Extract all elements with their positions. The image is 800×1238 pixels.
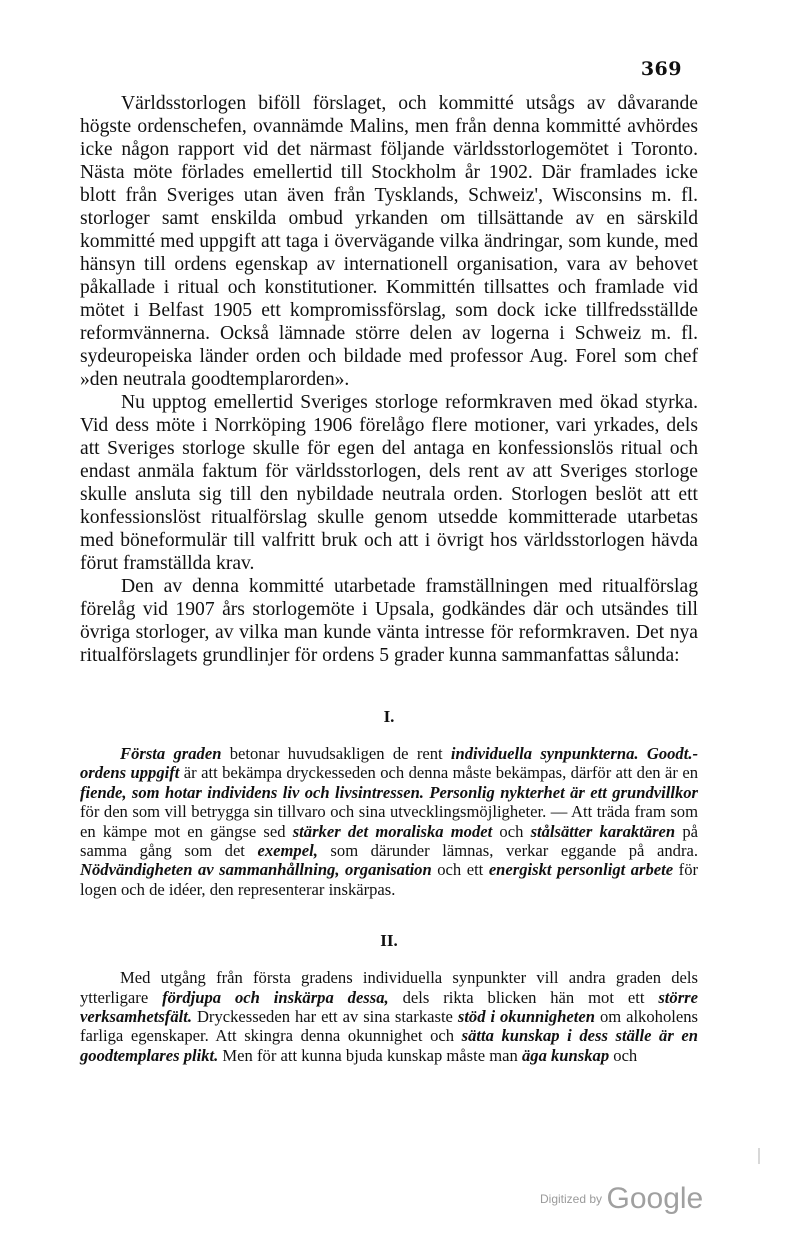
section-i-text <box>80 744 698 899</box>
section-heading-ii: II. <box>380 931 398 951</box>
emphasis: fiende, som hotar individens liv och livsintressen. Personlig nykterhet är ett grundvillkor <box>80 782 698 802</box>
section-paragraph <box>80 744 698 899</box>
google-logo: Google <box>606 1182 704 1215</box>
text-run: för den som vill betrygga sin tillvaro och sina utvecklingsmöjligheter. — Att träda fram som en kämpe mot en gängse sed <box>80 802 698 841</box>
text-run: och <box>492 821 531 841</box>
paragraph: Nu upptog emellertid Sveriges storloge reformkraven med ökad styrka. Vid dess möte i Norrköping 1906 förelågo flere motioner, vari yrkades, dels att Sveriges storloge skulle för egen del antaga en konfessionslös ritual och endast anmäla faktum för världsstorlogen, dels rent av att Sveriges storloge skulle ansluta sig till den nybildade neutrala orden. Storlogen beslöt att ett konfessionslöst ritualförslag skulle genom utsedde kommitterade utarbetas med böneformulär till valfritt bruk och att i övrigt hos världsstorlogen hävda förut framställda krav. <box>80 392 698 574</box>
emphasis: större verksamhetsfält. <box>80 987 698 1027</box>
text-run: om alkoholens farliga egenskaper. Att skingra denna okunnighet och <box>80 1007 698 1046</box>
digitized-watermark <box>540 1182 703 1216</box>
section-heading-i: I. <box>383 707 395 726</box>
text-run: Dryckesseden har ett av sina starkaste <box>192 1007 458 1027</box>
text-run: är att bekämpa dryckesseden och denna måste bekämpas, därför att den är en <box>179 763 698 783</box>
emphasis: stöd i okunnigheten <box>457 1007 595 1027</box>
text-run: för logen och de idéer, den representerar inskärpas. <box>80 860 699 899</box>
text-run: och <box>609 1045 638 1065</box>
scan-margin-mark <box>758 1148 760 1164</box>
emphasis: energiskt personligt arbete <box>488 860 674 880</box>
text-run: Men för att kunna bjuda kunskap måste man <box>218 1045 522 1065</box>
text-run: som därunder lämnas, verkar eggande på andra. <box>317 841 698 861</box>
paragraph: Den av denna kommitté utarbetade framställningen med ritualförslag förelåg vid 1907 års storlogemöte i Upsala, godkändes där och utsändes till övriga storloger, av vilka man kunde vänta intresse för reformkraven. Det nya ritualförslagets grundlinjer för ordens 5 grader kunna sammanfattas sålunda: <box>80 576 698 666</box>
text-run: på samma gång som det <box>80 821 698 861</box>
text-run: och ett <box>431 860 489 880</box>
emphasis: Nödvändigheten av sammanhållning, organisation <box>80 860 432 880</box>
emphasis: stålsätter karaktären <box>530 821 676 841</box>
emphasis: exempel, <box>257 841 318 861</box>
text-run: Med utgång från första gradens individuella synpunkter vill andra graden dels ytterligare <box>80 968 698 1007</box>
emphasis: sätta kunskap i dess ställe är en goodtemplares plikt. <box>80 1026 698 1065</box>
paragraph: Världsstorlogen biföll förslaget, och kommitté utsågs av dåvarande högste ordenschefen, ovannämde Malins, men från denna kommitté avhördes icke någon rapport vid det närmast följande världsstorlogemötet i Toronto. Nästa möte förlades emellertid till Stockholm år 1902. Där framlades icke blott från Sveriges utan även från Tysklands, Schweiz', Wisconsins m. fl. storloger samt enskilda ombud yrkanden om tillsättande av en särskild kommitté med uppgift att taga i övervägande vilka ändringar, som kunde, med hänsyn till ordens egenskap av internationell organisation, vara av behovet påkallade i ritual och konstitutioner. Kommittén tillsattes och framlade vid mötet i Belfast 1905 ett kompromissförslag, som dock icke tillfredsställde reformvännerna. Också lämnade större delen av logerna i Schweiz m. fl. sydeuropeiska länder orden och bildade med professor Aug. Forel som chef »den neutrala goodtemplarorden». <box>80 93 698 390</box>
text-run: betonar huvudsakligen de rent <box>221 744 451 763</box>
text-run: dels rikta blicken hän mot ett <box>388 987 659 1007</box>
emphasis: Första graden <box>120 744 222 763</box>
section-ii-text <box>80 968 698 1065</box>
emphasis: stärker det moraliska modet <box>292 821 493 841</box>
main-text <box>80 92 698 1065</box>
emphasis: fördjupa och inskärpa dessa, <box>162 987 389 1007</box>
emphasis: äga kunskap <box>521 1045 610 1065</box>
emphasis: individuella synpunkterna. Goodt.-ordens uppgift <box>80 744 699 783</box>
watermark-prefix: Digitized by <box>540 1192 603 1206</box>
page-number: 369 <box>640 58 682 80</box>
section-paragraph <box>80 968 698 1065</box>
